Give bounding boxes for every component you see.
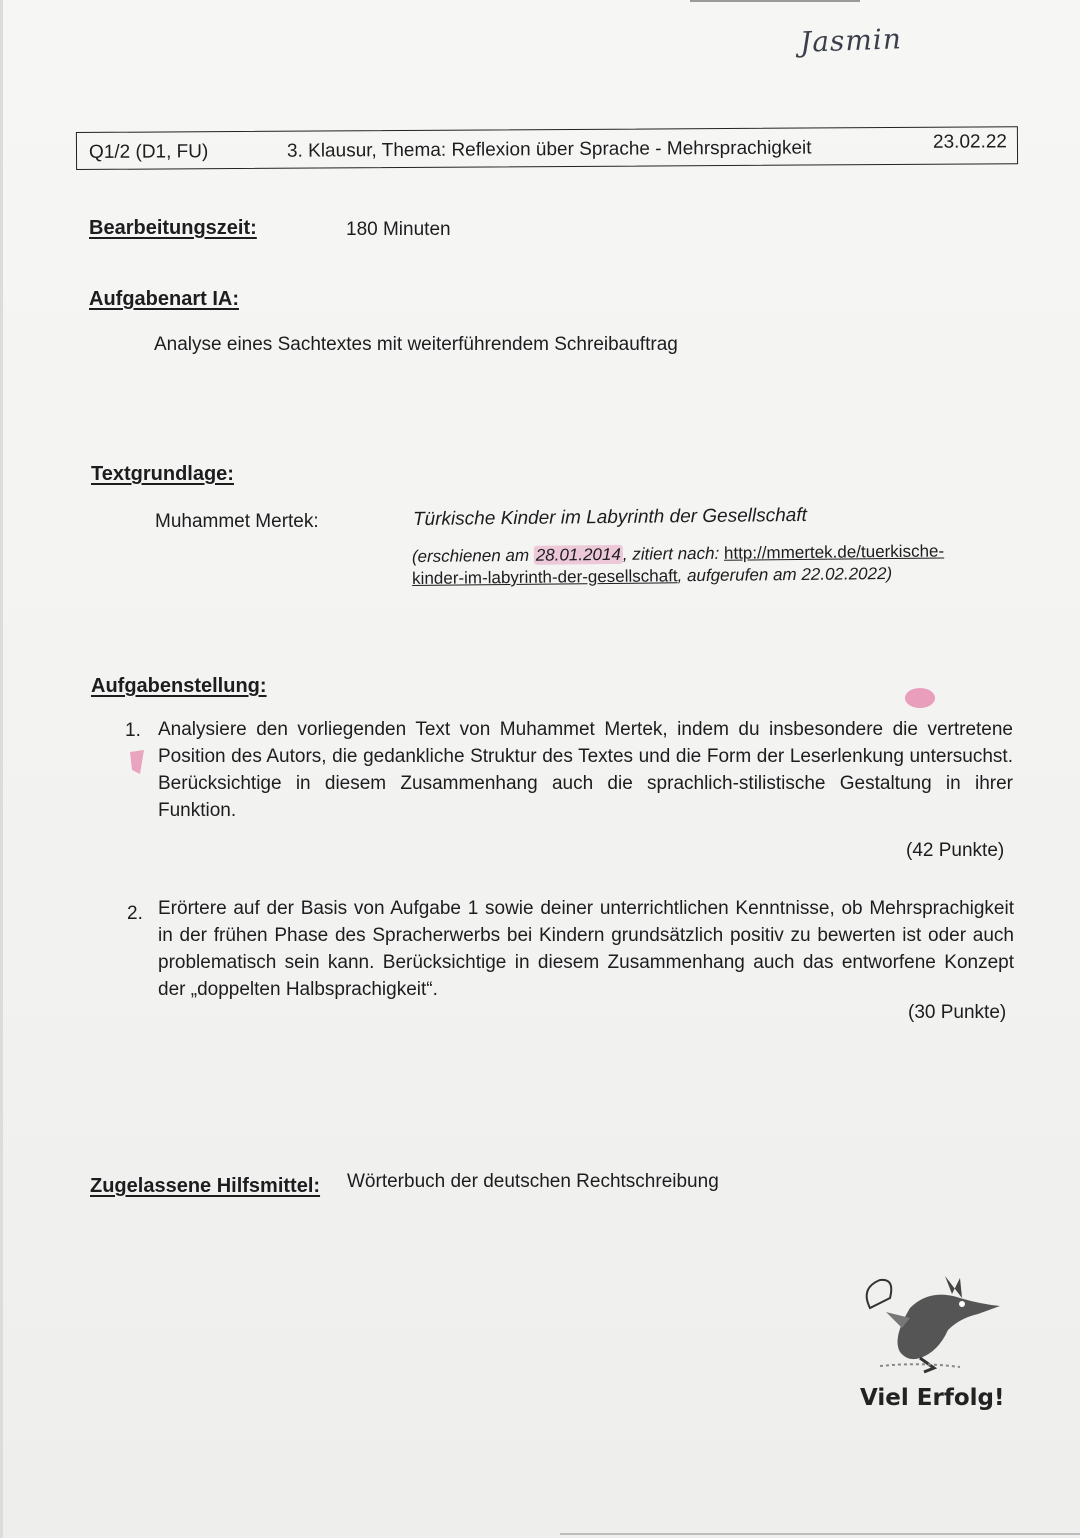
bearbeitungszeit-label: Bearbeitungszeit: (89, 217, 257, 239)
aufgabenart-label: Aufgabenart IA: (89, 288, 239, 310)
source-url[interactable]: http://mmertek.de/tuerkische-kinder-im-labyrinth-der-gesellschaft (412, 541, 945, 589)
paper-edge (690, 0, 860, 2)
paper-edge (560, 1533, 1080, 1535)
task-2-text: Erörtere auf der Basis von Aufgabe 1 sowie deiner unterrichtlichen Kenntnisse, ob Mehrsprachigkeit in der frühen Phase des Spracherwerbs bei Kindern grundsätzlich positiv zu bewerten ist oder auch problematisch sein kann. Berücksichtige in diesem Zusammenhang auch das entworfene Konzept der „doppelten Halbsprachigkeit“. (158, 898, 1014, 1000)
course-label: Q1/2 (D1, FU) (88, 141, 209, 163)
task-number: 2. (127, 903, 143, 924)
highlight-mark (900, 684, 940, 714)
hilfsmittel-label: Zugelassene Hilfsmittel: (90, 1175, 321, 1197)
bearbeitungszeit-value: 180 Minuten (346, 219, 451, 240)
textgrundlage-label: Textgrundlage: (91, 463, 234, 485)
task-2-points: (30 Punkte) (908, 1002, 1007, 1023)
task-1-points: (42 Punkte) (906, 840, 1005, 861)
task-number: 1. (125, 720, 141, 741)
aufgabenart-value: Analyse eines Sachtextes mit weiterführendem Schreibauftrag (154, 334, 678, 355)
exam-date: 23.02.22 (932, 131, 1008, 153)
exam-title: 3. Klausur, Thema: Reflexion über Sprache - Mehrsprachigkeit (286, 137, 812, 162)
exam-header (76, 126, 1018, 170)
task-1-text: Analysiere den vorliegenden Text von Muhammet Mertek, indem du insbesondere die vertretene Position des Autors, die gedankliche Struktur des Textes und die Form der Leserlenkung untersuchst. Berücksichtige in diesem Zusammenhang auch die sprachlich-stilistische Gestaltung in ihrer Funktion. (158, 719, 1013, 821)
fox-mascot-icon (850, 1268, 1010, 1380)
hilfsmittel-value: Wörterbuch der deutschen Rechtschreibung (347, 1171, 719, 1192)
handwritten-signature: Jasmin (799, 22, 903, 59)
paper-edge (0, 0, 3, 1538)
highlight-mark (126, 748, 148, 778)
closing-text: Viel Erfolg! (860, 1385, 1005, 1411)
text-author: Muhammet Mertek: (155, 511, 319, 532)
publication-date: 28.01.2014 (535, 544, 621, 565)
source-note-prefix: (erschienen am (411, 545, 534, 567)
source-note (412, 540, 992, 590)
aufgabenstellung-label: Aufgabenstellung: (91, 675, 267, 697)
text-title: Türkische Kinder im Labyrinth der Gesellschaft (412, 504, 807, 531)
source-note-mid: , zitiert nach: (622, 543, 725, 564)
source-note-suffix: , aufgerufen am 22.02.2022) (677, 564, 893, 586)
